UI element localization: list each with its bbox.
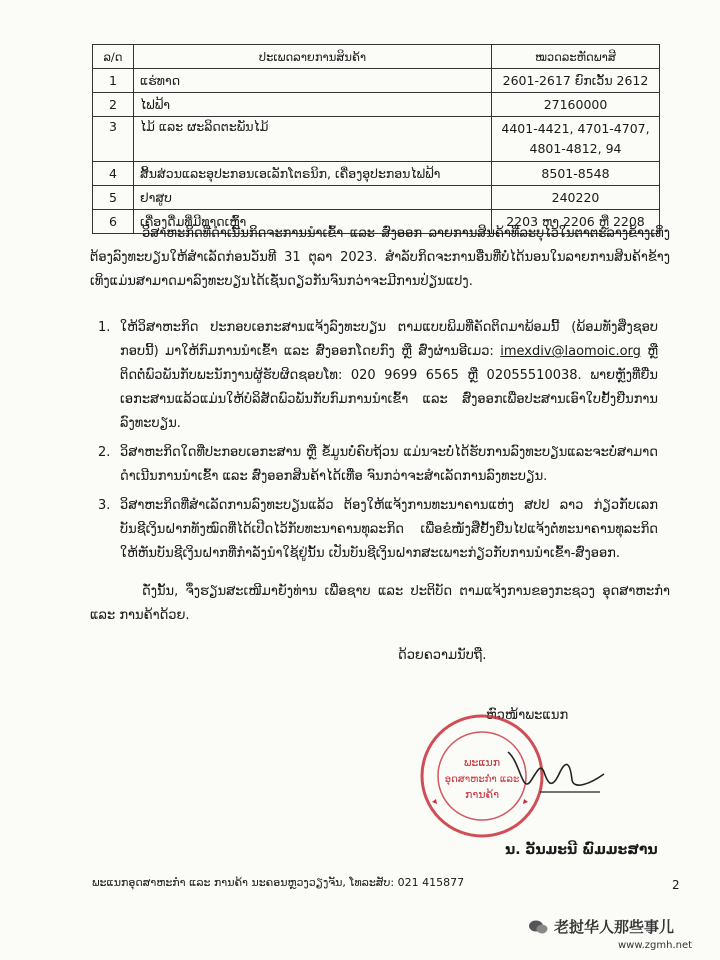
- header-type: ປະເພດລາຍການສິນຄ້າ: [134, 45, 492, 69]
- row-no: 2: [93, 93, 134, 117]
- watermark: [528, 916, 674, 937]
- row-type: ໄຟຟ້າ: [134, 93, 492, 117]
- list-text: ຫຼື ຕິດຕໍ່ພົວພັນກັບພະນັກງານຜູ້ຮັບຜິດຊອບໂທ: 020 9699 6565 ຫຼື 02055510038. ພາຍຫຼັງທີ່ຍື່ນເອກະສານແລ້ວແມ່ນໃຫ້ບໍລິສັດພົວພັນກັບກົມການນຳເຂົ້າ ແລະ ສົ່ງອອກເພື່ອປະສານເອົາໃບຢັ້ງຢືນການລົງທະບຽນ.: [120, 344, 658, 431]
- row-code-line: 4801-4812, 94: [529, 141, 622, 156]
- svg-text:ອຸດສາຫະກຳ ແລະ: ອຸດສາຫະກຳ ແລະ: [444, 774, 520, 785]
- row-code: 27160000: [492, 93, 660, 117]
- list-item: [98, 494, 658, 566]
- email-link[interactable]: imexdiv@laomoic.org: [500, 344, 641, 359]
- list-item: [98, 441, 658, 489]
- instruction-list: [98, 316, 658, 571]
- row-type: ເຄື່ອງດື່ມທີ່ມີທາດເຫຼົ້າ: [134, 210, 492, 234]
- table-row: [93, 93, 660, 117]
- row-type: ແຮ່ທາດ: [134, 69, 492, 93]
- closing-text: ດ້ວຍຄວາມນັບຖື.: [398, 648, 487, 663]
- signature-title: ຫົວໜ້າພະແນກ: [486, 708, 569, 723]
- list-text: ໃຫ້ວິສາຫະກິດ ປະກອບເອກະສານແຈ້ງລົງທະບຽນ ຕາມແບບພິມທີ່ຄັດຕິດມາພ້ອມນີ້ (ພ້ອມທັງສິ່ງຊອບກອບນີ້) ມາໃຫ້ກົມການນຳເຂົ້າ ແລະ ສົ່ງອອກໂດຍກົງ ຫຼື ສົ່ງຜ່ານອີເມວ:: [120, 320, 658, 359]
- header-code: ໝວດລະຫັດພາສີ: [492, 45, 660, 69]
- row-no: 6: [93, 210, 134, 234]
- page-number: 2: [672, 878, 680, 892]
- list-number: 3.: [98, 498, 111, 513]
- footer-address: ພະແນກອຸດສາຫະກຳ ແລະ ການຄ້າ ນະຄອນຫຼວງວຽງຈັນ, ໂທລະສັບ: 021 415877: [92, 876, 465, 889]
- list-number: 2.: [98, 445, 111, 460]
- conclusion-paragraph: ດັ່ງນັ້ນ, ຈຶ່ງຮຽນສະເໜີມາຍັງທ່ານ ເພື່ອຊາບ ແລະ ປະຕິບັດ ຕາມແຈ້ງການຂອງກະຊວງ ອຸດສາຫະກຳ ແລະ ການຄ້າດ້ວຍ.: [90, 584, 670, 623]
- items-table: [92, 44, 660, 234]
- table-row: [93, 117, 660, 162]
- table-row: [93, 162, 660, 186]
- row-type: ຢາສູບ: [134, 186, 492, 210]
- row-code: [492, 117, 660, 162]
- table-row: [93, 69, 660, 93]
- row-code: 2203 ຫາ 2206 ຫຼື 2208: [492, 210, 660, 234]
- list-item: [98, 316, 658, 436]
- header-no: ລ/ດ: [93, 45, 134, 69]
- svg-text:ການຄ້າ: ການຄ້າ: [464, 788, 500, 801]
- table-row: [93, 186, 660, 210]
- handwritten-signature-icon: [500, 732, 610, 802]
- table-header-row: [93, 45, 660, 69]
- watermark-url: www.zgmh.net: [618, 940, 693, 951]
- row-no: 3: [93, 117, 134, 162]
- row-type: ສິ້ນສ່ວນແລະອຸປະກອນເອເລັກໂຕຣນິກ, ເຄື່ອງອຸປະກອນໄຟຟ້າ: [134, 162, 492, 186]
- list-text: ວິສາຫະກິດໃດທີ່ປະກອບເອກະສານ ຫຼື ຂໍ້ມູນບໍ່ຄົບຖ້ວນ ແມ່ນຈະບໍ່ໄດ້ຮັບການລົງທະບຽນແລະຈະບໍ່ສາມາດດຳເນີນການນຳເຂົ້າ ແລະ ສົ່ງອອກສິນຄ້າໄດ້ເທື່ອ ຈົນກວ່າຈະສຳເລັດການລົງທະບຽນ.: [120, 445, 658, 484]
- row-no: 4: [93, 162, 134, 186]
- svg-text:ພະແນກ: ພະແນກ: [463, 756, 501, 769]
- chat-bubble-icon: [528, 919, 548, 935]
- list-number: 1.: [98, 320, 111, 335]
- watermark-name: 老挝华人那些事儿: [554, 918, 675, 936]
- signer-name: ນ. ວັນມະນີ ພົມມະສານ: [505, 842, 658, 858]
- intro-paragraph: ວິສາຫະກິດທີ່ດຳເນີນກິດຈະການນຳເຂົ້າ ແລະ ສົ່ງອອກ ລາຍການສິນຄ້າທີ່ລະບຸໄວ້ໃນຕາຕະລາງຂ້າງເທິງຕ້ອງລົງທະບຽນໃຫ້ສຳເລັດກ່ອນວັນທີ 31 ຕຸລາ 2023. ສຳລັບກິດຈະການອື່ນທີ່ບໍ່ໄດ້ນອນໃນລາຍການສິນຄ້າຂ້າງເທິງແມ່ນສາມາດມາລົງທະບຽນໄດ້ເຊັ່ນດຽວກັນຈົນກວ່າຈະມີການປ່ຽນແປງ.: [90, 226, 670, 289]
- row-code: 8501-8548: [492, 162, 660, 186]
- row-code: 2601-2617 ຍົກເວັ້ນ 2612: [492, 69, 660, 93]
- row-type: ໄມ້ ແລະ ຜະລິດຕະພັນໄມ້: [134, 117, 492, 162]
- row-no: 5: [93, 186, 134, 210]
- list-text: ວິສາຫະກິດທີ່ສຳເລັດການລົງທະບຽນແລ້ວ ຕ້ອງໃຫ້ແຈ້ງການທະນາຄານແຫ່ງ ສປປ ລາວ ກ່ຽວກັບເລກບັນຊີເງິນຝາກທັງໝົດທີ່ໄດ້ເປີດໄວ້ກັບທະນາຄານທຸລະກິດ ເພື່ອຂໍໜັງສືຢັ້ງຢືນໄປແຈ້ງຕໍ່ທະນາຄານທຸລະກິດ ໃຫ້ຫັນບັນຊີເງິນຝາກທີ່ກຳລັງນຳໃຊ້ຢູ່ນັ້ນ ເປັນບັນຊີເງິນຝາກສະເພາະກ່ຽວກັບການນຳເຂົ້າ-ສົ່ງອອກ.: [120, 498, 658, 561]
- row-no: 1: [93, 69, 134, 93]
- row-code-line: 4401-4421, 4701-4707,: [501, 121, 650, 136]
- row-code: 240220: [492, 186, 660, 210]
